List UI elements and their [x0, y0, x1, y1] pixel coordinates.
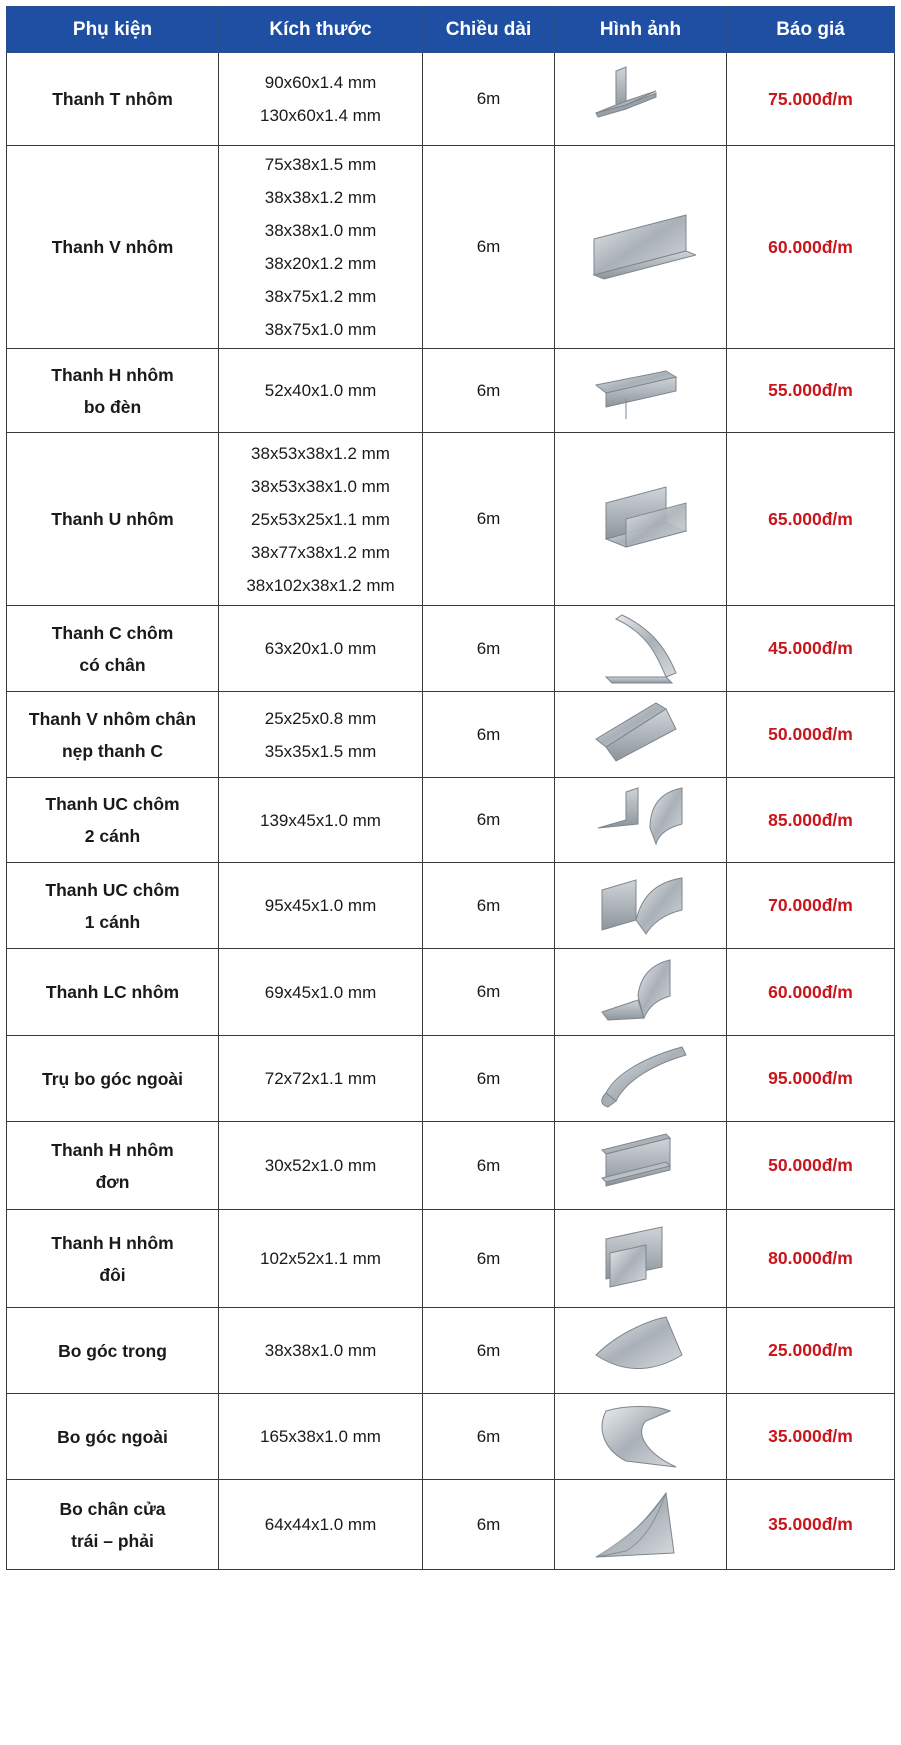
image-cell: [555, 606, 727, 692]
size-value: 38x75x1.2 mm: [264, 287, 377, 306]
accessory-name-cell: [7, 692, 219, 778]
table-row: [7, 1308, 895, 1394]
price-cell: 95.000đ/m: [727, 1036, 895, 1122]
size-value: 63x20x1.0 mm: [264, 639, 377, 658]
image-cell: [555, 1308, 727, 1394]
header-length: Chiều dài: [423, 7, 555, 53]
image-cell: [555, 863, 727, 949]
size-cell: [219, 1394, 423, 1480]
image-cell: [555, 1210, 727, 1308]
image-cell: [555, 778, 727, 863]
accessory-name-line: Thanh V nhôm chân: [28, 708, 197, 729]
accessory-name-line: 2 cánh: [84, 826, 141, 846]
size-cell: [219, 1308, 423, 1394]
size-cell: [219, 1036, 423, 1122]
size-value: 38x77x38x1.2 mm: [251, 542, 390, 562]
accessory-name-cell: [7, 1036, 219, 1122]
table-row: [7, 1480, 895, 1570]
accessory-name-line: Bo chân cửa: [59, 1498, 166, 1519]
accessory-name-cell: [7, 1122, 219, 1210]
length-cell: 6m: [423, 863, 555, 949]
accessory-name-line: Thanh UC chôm: [45, 879, 180, 900]
image-cell: [555, 949, 727, 1036]
accessory-name-line: Bo góc trong: [58, 1340, 167, 1361]
price-cell: 50.000đ/m: [727, 692, 895, 778]
length-cell: 6m: [423, 1210, 555, 1308]
c-profile-icon: [586, 613, 696, 685]
table-row: [7, 1210, 895, 1308]
inner-corner-cap-icon: [586, 1315, 696, 1387]
table-row: [7, 433, 895, 606]
header-price: Báo giá: [727, 7, 895, 53]
accessory-name-cell: [7, 778, 219, 863]
h-double-profile-icon: [586, 1223, 696, 1295]
accessory-name-line: Thanh UC chôm: [45, 794, 180, 814]
size-value: 64x44x1.0 mm: [264, 1515, 377, 1534]
size-cell: [219, 349, 423, 433]
table-row: [7, 692, 895, 778]
size-value: 130x60x1.4 mm: [260, 106, 381, 125]
size-value: 25x53x25x1.1 mm: [251, 509, 390, 529]
accessory-name-cell: [7, 606, 219, 692]
accessory-name-cell: [7, 146, 219, 349]
outer-corner-post-icon: [586, 1043, 696, 1115]
size-cell: [219, 692, 423, 778]
size-value: 38x53x38x1.0 mm: [251, 476, 390, 496]
accessory-name-line: 1 cánh: [84, 911, 141, 932]
size-value: 38x38x1.0 mm: [264, 221, 377, 240]
accessory-name-line: Thanh T nhôm: [52, 89, 173, 109]
size-cell: [219, 146, 423, 349]
table-row: [7, 53, 895, 146]
price-table-container: [6, 6, 894, 1570]
accessory-name-line: Thanh C chôm: [51, 622, 174, 643]
accessory-name-cell: [7, 863, 219, 949]
accessory-name-cell: [7, 1308, 219, 1394]
table-body: [7, 53, 895, 1570]
length-cell: 6m: [423, 692, 555, 778]
price-cell: 25.000đ/m: [727, 1308, 895, 1394]
price-table: [6, 6, 895, 1570]
accessory-name-line: Bo góc ngoài: [57, 1426, 168, 1447]
door-foot-cap-icon: [586, 1489, 696, 1561]
image-cell: [555, 53, 727, 146]
price-cell: 75.000đ/m: [727, 53, 895, 146]
lc-profile-icon: [586, 956, 696, 1028]
accessory-name-line: Thanh V nhôm: [51, 237, 174, 257]
accessory-name-cell: [7, 1480, 219, 1570]
accessory-name-line: Thanh H nhôm: [51, 1139, 174, 1160]
price-cell: 60.000đ/m: [727, 146, 895, 349]
image-cell: [555, 146, 727, 349]
t-profile-icon: [586, 63, 696, 135]
header-image: Hình ảnh: [555, 7, 727, 53]
size-cell: [219, 863, 423, 949]
size-value: 102x52x1.1 mm: [260, 1249, 381, 1268]
size-value: 52x40x1.0 mm: [264, 381, 377, 400]
table-row: [7, 863, 895, 949]
table-row: [7, 146, 895, 349]
uc-single-profile-icon: [586, 870, 696, 942]
length-cell: 6m: [423, 606, 555, 692]
size-value: 75x38x1.5 mm: [264, 155, 377, 174]
length-cell: 6m: [423, 1122, 555, 1210]
accessory-name-cell: [7, 53, 219, 146]
header-accessory: Phụ kiện: [7, 7, 219, 53]
size-cell: [219, 1122, 423, 1210]
accessory-name-line: có chân: [79, 654, 146, 675]
price-cell: 65.000đ/m: [727, 433, 895, 606]
accessory-name-line: Thanh H nhôm: [51, 364, 174, 385]
price-cell: 55.000đ/m: [727, 349, 895, 433]
table-row: [7, 778, 895, 863]
h-light-profile-icon: [586, 355, 696, 427]
table-row: [7, 1036, 895, 1122]
size-cell: [219, 1210, 423, 1308]
size-value: 95x45x1.0 mm: [264, 896, 377, 915]
price-cell: 50.000đ/m: [727, 1122, 895, 1210]
length-cell: 6m: [423, 146, 555, 349]
size-cell: [219, 433, 423, 606]
table-row: [7, 349, 895, 433]
accessory-name-line: bo đèn: [83, 396, 142, 417]
size-cell: [219, 1480, 423, 1570]
accessory-name-line: đơn: [95, 1171, 130, 1192]
price-cell: 35.000đ/m: [727, 1394, 895, 1480]
accessory-name-cell: [7, 1210, 219, 1308]
size-value: 25x25x0.8 mm: [264, 708, 377, 728]
header-row: [7, 7, 895, 53]
accessory-name-line: Thanh H nhôm: [51, 1232, 174, 1253]
image-cell: [555, 349, 727, 433]
length-cell: 6m: [423, 349, 555, 433]
price-cell: 85.000đ/m: [727, 778, 895, 863]
size-value: 90x60x1.4 mm: [264, 73, 377, 92]
outer-corner-cap-icon: [586, 1401, 696, 1473]
accessory-name-line: nẹp thanh C: [61, 740, 164, 761]
accessory-name-line: đôi: [99, 1264, 126, 1285]
length-cell: 6m: [423, 433, 555, 606]
size-value: 38x102x38x1.2 mm: [246, 575, 395, 595]
price-cell: 70.000đ/m: [727, 863, 895, 949]
image-cell: [555, 692, 727, 778]
size-cell: [219, 778, 423, 863]
v-profile-icon: [586, 211, 696, 283]
size-cell: [219, 606, 423, 692]
price-cell: 35.000đ/m: [727, 1480, 895, 1570]
image-cell: [555, 1480, 727, 1570]
price-cell: 45.000đ/m: [727, 606, 895, 692]
size-value: 38x20x1.2 mm: [264, 254, 377, 273]
size-value: 165x38x1.0 mm: [260, 1427, 381, 1446]
u-profile-icon: [586, 483, 696, 555]
accessory-name-line: Thanh LC nhôm: [45, 982, 180, 1002]
v-clip-profile-icon: [586, 699, 696, 771]
size-value: 38x38x1.2 mm: [264, 188, 377, 207]
table-row: [7, 1122, 895, 1210]
length-cell: 6m: [423, 1308, 555, 1394]
image-cell: [555, 1036, 727, 1122]
size-value: 69x45x1.0 mm: [264, 982, 377, 1002]
accessory-name-line: trái – phải: [71, 1530, 154, 1551]
length-cell: 6m: [423, 1480, 555, 1570]
size-cell: [219, 53, 423, 146]
size-value: 38x53x38x1.2 mm: [251, 443, 390, 463]
price-cell: 60.000đ/m: [727, 949, 895, 1036]
accessory-name-line: Trụ bo góc ngoài: [42, 1068, 183, 1089]
accessory-name-cell: [7, 949, 219, 1036]
length-cell: 6m: [423, 1394, 555, 1480]
table-row: [7, 606, 895, 692]
size-value: 38x75x1.0 mm: [264, 320, 377, 339]
length-cell: 6m: [423, 949, 555, 1036]
table-row: [7, 949, 895, 1036]
header-size: Kích thước: [219, 7, 423, 53]
size-value: 38x38x1.0 mm: [264, 1341, 377, 1360]
size-value: 30x52x1.0 mm: [264, 1156, 377, 1175]
image-cell: [555, 433, 727, 606]
accessory-name-cell: [7, 349, 219, 433]
size-cell: [219, 949, 423, 1036]
length-cell: 6m: [423, 1036, 555, 1122]
accessory-name-cell: [7, 433, 219, 606]
accessory-name-cell: [7, 1394, 219, 1480]
length-cell: 6m: [423, 778, 555, 863]
length-cell: 6m: [423, 53, 555, 146]
size-value: 139x45x1.0 mm: [260, 810, 381, 830]
h-single-profile-icon: [586, 1130, 696, 1202]
size-value: 35x35x1.5 mm: [264, 741, 377, 761]
image-cell: [555, 1394, 727, 1480]
size-value: 72x72x1.1 mm: [264, 1069, 377, 1088]
image-cell: [555, 1122, 727, 1210]
uc-double-profile-icon: [586, 784, 696, 856]
price-cell: 80.000đ/m: [727, 1210, 895, 1308]
table-row: [7, 1394, 895, 1480]
accessory-name-line: Thanh U nhôm: [51, 509, 174, 529]
